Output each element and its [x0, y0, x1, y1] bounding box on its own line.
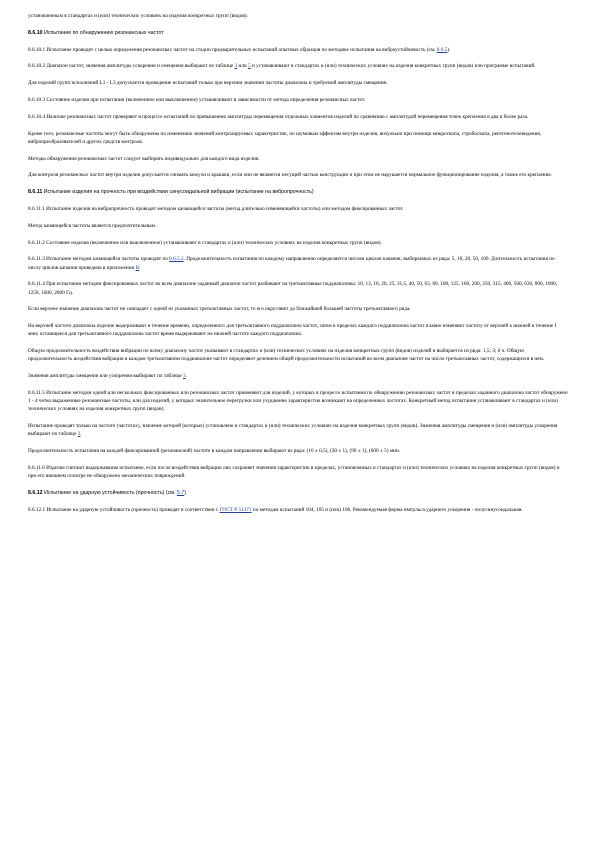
paragraph: 8.6.11.6 Изделие считают выдержавшим испытание, если после воздействия вибрации оно сохраняет значения характеристик в пределах, установленных в стандартах и (или) технических условиях на изделия конкретных групп (видов) и при его внешнем осмотре не обнаружено механических повреждений. [28, 464, 560, 480]
document-page [28, 12, 568, 523]
text: 8.6.12.1 Испытание на ударную устойчивость (прочность) проводят в соответствии с [28, 506, 219, 513]
paragraph: 8.6.11.2 Состояние изделия (включенное или выключенное) устанавливают в стандартах и (или) технических условиях на изделия конкретных групп (видов). [28, 239, 382, 246]
paragraph [28, 372, 568, 380]
paragraph: 8.6.11.5 Испытание методом одной или нескольких фиксированных или резонансных частот применяют для изделий, у которых в процессе испытания по обнаружению резонансных частот в пределах заданного диапазона частот обнаружено 1 - 4 четко выраженные резонансные частоты, или для изделий, у которых значительное перегрузки или ухудшение характеристик возникают на определенных частотах. Конкретный метод испытания устанавливают в стандартах и (или) технических условиях на изделия конкретных групп (видов). [28, 389, 568, 413]
text: или [238, 63, 247, 70]
paragraph: Методы обнаружения резонансных частот следует выбирать индивидуально для каждого вида изделия. [28, 155, 260, 162]
paragraph [28, 506, 568, 514]
section-heading-8-6-11 [28, 188, 568, 196]
paragraph: Кроме того, резонансные частоты могут быть обнаружены по изменению значений контролируемых характеристик, по шумовым эффектам внутри изделия, визуально при помощи микроскопа, стробоскопа, рентгенотелевидения, вибропреобразователей и других средств контроля. [28, 130, 542, 145]
paragraph: 8.6.10.4 Наличие резонансных частот проверяют в процессе испытаний по превышению амплитуды перемещения отдельных элементов изделий по сравнению с амплитудой перемещения точек крепления в два и более раза. [28, 113, 529, 120]
section-title: Испытание по обнаружению резонансных частот [44, 29, 164, 36]
ref-link-table-3[interactable]: 3 [77, 431, 81, 438]
text: 8.6.10.1 Испытание проводят с целью определения резонансных частот на стадии предварительных испытаний опытных образцов по методике испытания на виброустойчивость (см. [28, 46, 436, 53]
paragraph: На верхней частоте диапазона изделие выдерживают в течение времени, определенного для третьоктавного поддиапазона частот, затем в пределах каждого поддиапазона частот плавно изменяют частоту от верхней к нижней в течение 1 мин; остающееся для третьоктавного поддиапазона частот время выдерживают на нижней частоте каждого поддиапазона. [28, 323, 558, 338]
paragraph: Продолжительность испытания на каждой фиксированной (резонансной) частоте в каждом направлении выбирают из ряда: (10 ± 0,5), (30 ± 1), (90 ± 1), (600 ± 5) мин. [28, 448, 401, 455]
text: . [80, 431, 82, 438]
paragraph: Для изделий групп исполнений L1 - L3 допускается проведение испытаний только при верхнем значении частоты диапазона и требуемой амплитуды смещения. [28, 80, 388, 87]
section-heading-8-6-12 [28, 489, 568, 497]
section-number: 8.6.12 [28, 489, 43, 496]
text: ) [184, 489, 186, 496]
text: по методам испытаний 104, 105 и (или) 106. Рекомендуемая форма импульса ударного ускорения - полусинусоидальная. [252, 506, 523, 513]
paragraph: Если верхнее значение диапазона частот не совпадает с одной из указанных третьоктавных частот, то его округляют до ближайшей большей частоты третьоктавного ряда. [28, 306, 411, 313]
paragraph: Для контроля резонансных частот внутри изделия допускается снимать кожухи и крышки, если они не являются несущей частью конструкции и при этом не нарушается нормальное функционирование изделия, а также его крепление. [28, 172, 553, 179]
text: 8.6.11.3 Испытание методом качающейся частоты проводят по [28, 256, 168, 263]
text: 8.6.10.2 Диапазон частот, значения амплитуды ускорения и смещения выбирают по таблице [28, 63, 234, 70]
ref-link-gost-r-51371[interactable]: ГОСТ Р 51371 [219, 506, 252, 513]
text: Испытание проводят только на частоте (частотах), значение которой (которых) установлено в стандартах и (или) технических условиях на изделия конкретных групп (видов). Значения амплитуды смещения и (или) амплитуды ускорения выбирают по таблице [28, 423, 558, 438]
paragraph [28, 422, 568, 438]
section-number: 8.6.10 [28, 29, 43, 36]
paragraph [28, 255, 568, 271]
section-number: 8.6.11 [28, 189, 43, 196]
paragraph [28, 62, 568, 70]
text: ). [447, 46, 451, 53]
paragraph: 8.6.11.4 При испытании методом фиксированных частот во всем диапазоне заданный диапазон частот разбивают на третьоктавные поддиапазоны: 10, 13, 16, 20, 25, 31,5, 40, 50, 63, 80, 100, 125, 160, 200, 250, 315, 400, 500, 630, 800, 1000, 1250, 1600, 2000 Гц. [28, 281, 558, 296]
paragraph: 8.6.10.3 Состояние изделия при испытании (включенное или выключенное) устанавливают в зависимости от метода определения резонансных частот. [28, 96, 366, 103]
text: . [185, 373, 187, 380]
ref-link-table-5[interactable]: 5 [248, 63, 251, 70]
ref-link-8-6-5-2[interactable]: 8.6.5.2 [169, 256, 184, 263]
section-title: Испытание на ударную устойчивость (прочность) (см. [44, 489, 176, 496]
paragraph [28, 46, 568, 54]
section-heading-8-6-10 [28, 29, 568, 37]
text: Значения амплитуды смещения или ускорения выбирают по таблице [28, 373, 182, 380]
ref-link-table-3[interactable]: 3 [182, 373, 186, 380]
paragraph: установленным в стандартах и (или) технических условиях на изделия конкретных групп (видов). [28, 13, 248, 19]
ref-link-5-7[interactable]: 5.7 [176, 489, 185, 496]
text: . [139, 264, 141, 271]
text: . Продолжительность испытания по каждому направлению определяется числом циклов качания, выбираемых из ряда: 5, 10, 20, 50, 100. Длительность испытания по числу циклов качания приведена в приложении [28, 256, 555, 271]
ref-link-8-6-5[interactable]: 8.6.5 [436, 46, 448, 53]
paragraph: 8.6.11.1 Испытание изделия на вибропрочность проводят методом качающейся частоты (метод длительно изменяющейся частоты) или методом фиксированных частот. [28, 205, 404, 212]
ref-link-table-3[interactable]: 3 [234, 63, 238, 70]
paragraph: Метод качающейся частоты является предпочтительным. [28, 222, 157, 229]
paragraph: Общую продолжительность воздействия вибрации по всему диапазону частот указывают в стандартах и (или) технических условиях на изделия конкретных групп (видов) изделий и выбирается из ряда: 1,5; 3; 6 ч. Общую продолжительность воздействия вибрации в каждом третьоктавном поддиапазоне частот определяют делением общей продолжительности испытаний во всем диапазоне частот на число третьоктавных частот, содержащихся в нем. [28, 348, 545, 363]
ref-link-appendix-v[interactable]: В [135, 264, 140, 271]
text: и устанавливают в стандартах и (или) технических условиях на изделия конкретных групп (видов) или программе испытаний. [252, 63, 536, 70]
section-title: Испытание изделия на прочность при воздействии синусоидальной вибрации (испытание на вибропрочность) [43, 189, 314, 196]
